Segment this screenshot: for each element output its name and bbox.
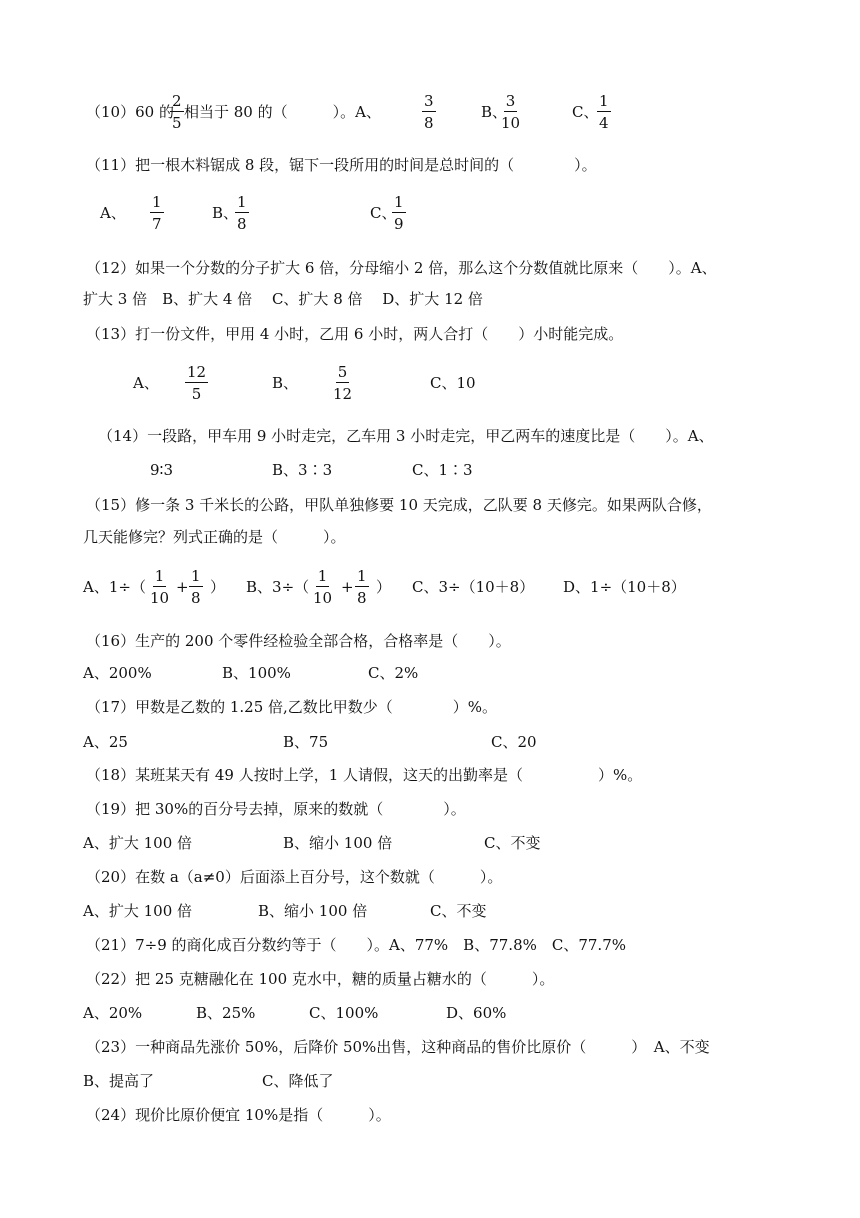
q17-option-c: C、20 — [491, 733, 537, 751]
q20-option-a: A、扩大 100 倍 — [83, 902, 192, 920]
q15-line-2: 几天能修完？列式正确的是（ ）。 — [83, 528, 346, 546]
q11-option-c: $\frac{1}{9}$ — [394, 193, 404, 233]
q15-b-plus: + — [341, 578, 354, 596]
q15-a-plus: + — [176, 578, 189, 596]
q19-option-b: B、缩小 100 倍 — [283, 834, 393, 852]
q19-option-c: C、不变 — [484, 834, 541, 852]
q11-label-c: C、 — [370, 204, 397, 222]
q19-option-a: A、扩大 100 倍 — [83, 834, 192, 852]
q10-text-b: 相当于 80 的（ ）。A、 — [184, 103, 381, 121]
q10-label-b: B、 — [481, 103, 508, 121]
q14-option-a: 9∶3 — [150, 461, 173, 479]
q20-option-b: B、缩小 100 倍 — [258, 902, 368, 920]
q15-b-suffix: ） — [376, 578, 392, 596]
q13-option-a: $\frac{12}{5}$ — [187, 363, 207, 403]
q10-label-c: C、 — [572, 103, 599, 121]
q14-option-b: B、3∶3 — [272, 461, 333, 479]
q22-text: （22）把 25 克糖融化在 100 克水中，糖的质量占糖水的（ ）。 — [86, 970, 555, 988]
q11-label-b: B、 — [212, 204, 239, 222]
q10-option-b: $\frac{3}{10}$ — [501, 92, 521, 132]
q20-text: （20）在数 a（a≠0）后面添上百分号，这个数就（ ）。 — [86, 868, 503, 886]
q23-option-c: C、降低了 — [262, 1072, 334, 1090]
q23-line-1: （23）一种商品先涨价 50%，后降价 50%出售，这种商品的售价比原价（ ） A、不变 — [86, 1038, 710, 1056]
q14-option-c: C、1∶3 — [412, 461, 473, 479]
q20-option-c: C、不变 — [430, 902, 487, 920]
q13-label-b: B、 — [272, 374, 299, 392]
q11-text: （11）把一根木料锯成 8 段，锯下一段所用的时间是总时间的（ ）。 — [86, 156, 597, 174]
q15-b-fraction-2: $\frac{1}{8}$ — [357, 567, 367, 607]
q24-text: （24）现价比原价便宜 10%是指（ ）。 — [86, 1106, 391, 1124]
q15-a-fraction-2: $\frac{1}{8}$ — [191, 567, 201, 607]
q21-text: （21）7÷9 的商化成百分数约等于（ ）。A、77% B、77.8% C、77.7% — [86, 936, 626, 954]
q16-option-b: B、100% — [222, 664, 291, 682]
q10-fraction-main: $\frac{2}{5}$ — [172, 92, 182, 132]
q15-b-prefix: B、3÷（ — [246, 578, 310, 596]
q22-option-d: D、60% — [446, 1004, 507, 1022]
q15-option-d: D、1÷（10＋8） — [563, 578, 686, 596]
q16-option-a: A、200% — [83, 664, 152, 682]
q15-a-prefix: A、1÷（ — [83, 578, 146, 596]
q22-option-a: A、20% — [83, 1004, 143, 1022]
q17-text: （17）甲数是乙数的 1.25 倍,乙数比甲数少（ ）%。 — [86, 698, 498, 716]
q13-text: （13）打一份文件，甲用 4 小时，乙用 6 小时，两人合打（ ）小时能完成。 — [86, 325, 624, 343]
q13-label-a: A、 — [133, 374, 159, 392]
q14-line-1: （14）一段路，甲车用 9 小时走完，乙车用 3 小时走完，甲乙两车的速度比是（ ）。A、 — [98, 427, 714, 445]
q16-text: （16）生产的 200 个零件经检验全部合格，合格率是（ ）。 — [86, 632, 511, 650]
q15-a-suffix: ） — [210, 578, 226, 596]
q15-line-1: （15）修一条 3 千米长的公路，甲队单独修要 10 天完成，乙队要 8 天修完。如果两队合修， — [86, 496, 712, 514]
q12-line-2: 扩大 3 倍 B、扩大 4 倍 C、扩大 8 倍 D、扩大 12 倍 — [83, 290, 483, 308]
q16-option-c: C、2% — [368, 664, 419, 682]
q11-option-a: $\frac{1}{7}$ — [152, 193, 162, 233]
q13-option-c: C、10 — [430, 374, 476, 392]
q22-option-c: C、100% — [309, 1004, 379, 1022]
q23-option-b: B、提高了 — [83, 1072, 155, 1090]
q11-option-b: $\frac{1}{8}$ — [237, 193, 247, 233]
q15-a-fraction-1: $\frac{1}{10}$ — [150, 567, 170, 607]
q17-option-b: B、75 — [283, 733, 329, 751]
q12-line-1: （12）如果一个分数的分子扩大 6 倍，分母缩小 2 倍，那么这个分数值就比原来（ ）。A、 — [86, 259, 717, 277]
q22-option-b: B、25% — [196, 1004, 256, 1022]
q11-label-a: A、 — [100, 204, 126, 222]
q15-b-fraction-1: $\frac{1}{10}$ — [313, 567, 333, 607]
q10-text-a: （10）60 的 — [86, 103, 174, 121]
q19-text: （19）把 30%的百分号去掉，原来的数就（ ）。 — [86, 800, 466, 818]
q18-text: （18）某班某天有 49 人按时上学，1 人请假，这天的出勤率是（ ）%。 — [86, 766, 643, 784]
q17-option-a: A、25 — [83, 733, 128, 751]
q10-option-c: $\frac{1}{4}$ — [599, 92, 609, 132]
q15-option-c: C、3÷（10＋8） — [412, 578, 535, 596]
q13-option-b: $\frac{5}{12}$ — [333, 363, 353, 403]
q10-option-a: $\frac{3}{8}$ — [424, 92, 434, 132]
